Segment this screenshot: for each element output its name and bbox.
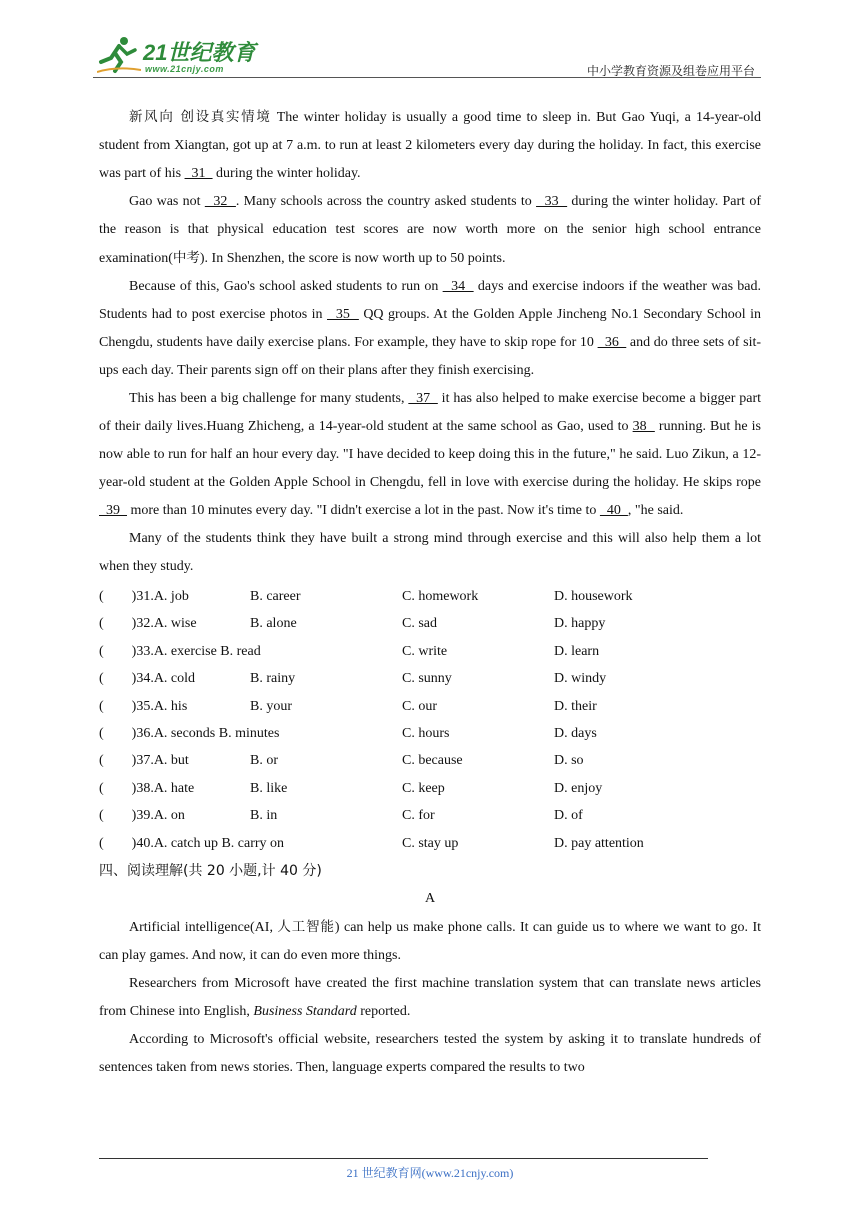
reading-paragraph-2: Researchers from Microsoft have created the first machine translation system that can translate news articles from Chinese into English, Business Standard reported. [99, 975, 761, 1019]
reading-paragraph-1: Artificial intelligence(AI, 人工智能) can help us make phone calls. It can guide us to where we want to go. It can play games. And now, it can do even more things. [99, 918, 762, 963]
blank-34: 34 [442, 279, 474, 294]
passage-paragraph-5: Many of the students think they have built a strong mind through exercise and this will also help them a lot when they study. [99, 531, 761, 574]
page-header [93, 30, 761, 78]
option-row-34: ( )34.A. cold B. rainy C. sunny D. windy [99, 671, 607, 687]
footer-divider [99, 1158, 708, 1159]
logo-text: 21世纪教育 [143, 40, 256, 65]
passage-paragraph-2: Gao was not 32 . Many schools across the country asked students to 33 during the winter holiday. Part of the reason is that physical education test scores are now worth more on the senior high school entrance examination(中考). In Shenzhen, the score is now worth up to 50 points. [99, 194, 761, 266]
option-row-38: ( )38.A. hate B. like C. keep D. enjoy [99, 780, 603, 796]
option-row-31: ( )31.A. job B. career C. homework D. housework [99, 589, 633, 604]
passage-paragraph-4: This has been a big challenge for many students, 37 it has also helped to make exercise become a bigger part of their daily lives.Huang Zhicheng, a 14-year-old student at the same school as Gao, used to 38 running. But he is now able to run for half an hour every day. "I have decided to keep doing this in the future," he said. Luo Zikun, a 12-year-old student at the Golden Apple School in Chengdu, fell in love with exercise during the holiday. He skips rope 39 more than 10 minutes every day. "I didn't exercise a lot in the past. Now it's time to 40 , "he said. [99, 391, 762, 518]
blank-33: 33 [536, 194, 568, 209]
footer-link[interactable]: 21 世纪教育网(www.21cnjy.com) [346, 1166, 514, 1180]
blank-32: 32 [204, 194, 236, 209]
option-row-37: ( )37.A. but B. or C. because D. so [99, 753, 584, 769]
logo-url: www.21cnjy.com [145, 64, 224, 74]
reading-paragraph-3: According to Microsoft's official website, researchers tested the system by asking it to translate hundreds of sentences taken from news stories. Then, language experts compared the results to two [99, 1031, 761, 1075]
option-row-35: ( )35.A. his B. your C. our D. their [99, 698, 597, 714]
header-platform-text: 中小学教育资源及组卷应用平台 [586, 64, 755, 78]
blank-38: 38 [632, 419, 655, 434]
option-row-33: ( )33.A. exercise B. read C. write D. learn [99, 643, 600, 659]
section-subtitle: A [424, 890, 436, 906]
logo [93, 32, 273, 76]
passage-lead-label: 新风向 创设真实情境 [129, 109, 272, 125]
blank-40: 40 [599, 503, 628, 518]
section-title: 四、阅读理解(共 20 小题,计 40 分) [99, 862, 322, 879]
blank-36: 36 [597, 335, 627, 350]
source-name: Business Standard [253, 1003, 357, 1019]
option-row-40: ( )40.A. catch up B. carry on C. stay up D. pay attention [99, 835, 644, 851]
blank-39: 39 [99, 503, 127, 518]
option-row-36: ( )36.A. seconds B. minutes C. hours D. days [99, 725, 597, 741]
blank-35: 35 [327, 307, 359, 322]
options-list [99, 583, 761, 857]
blank-31: 31 [184, 166, 213, 181]
option-row-32: ( )32.A. wise B. alone C. sad D. happy [99, 616, 606, 632]
option-row-39: ( )39.A. on B. in C. for D. of [99, 808, 583, 824]
passage-paragraph-1: 新风向 创设真实情境 The winter holiday is usually a good time to sleep in. But Gao Yuqi, a 14-year-old student from Xiangtan, got up at 7 a.m. to run at least 2 kilometers every day during the holiday. In fact, this exercise was part of his 31 during the winter holiday. [99, 109, 761, 181]
passage-paragraph-3: Because of this, Gao's school asked students to run on 34 days and exercise indoors if the weather was bad. Students had to post exercise photos in 35 QQ groups. At the Golden Apple Jincheng No.1 Secondary School in Chengdu, students have daily exercise plans. For example, they have to skip rope for 10 36 and do three sets of sit-ups each day. Their parents sign off on their plans after they finish exercising. [99, 279, 762, 378]
document-body [99, 103, 761, 1082]
header-divider [93, 77, 761, 78]
runner-logo-icon [97, 36, 141, 74]
blank-37: 37 [408, 391, 438, 406]
